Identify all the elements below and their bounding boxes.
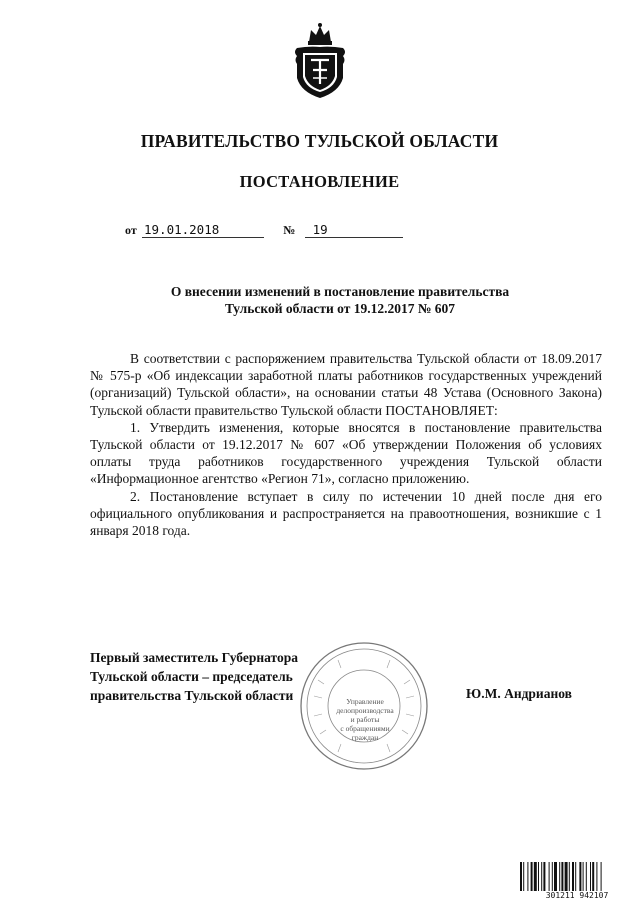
organization-title: ПРАВИТЕЛЬСТВО ТУЛЬСКОЙ ОБЛАСТИ [140,131,499,151]
coat-of-arms-icon [291,22,349,100]
number-label: № [283,223,296,237]
signatory-title-line-1: Первый заместитель Губернатора [90,650,298,665]
item-1-paragraph: 1. Утвердить изменения, которые вносятся в постановление правительства Тульской области от 19.12.2017 № 607 «Об утверждении Положения об условиях оплаты труда работников государственного учреждения Тульской области «Информационное агентство «Регион 71», согласно приложению. [90,419,602,487]
document-subject [120,283,560,317]
date-label: от [125,223,137,237]
signatory-title-line-2: Тульской области – председатель [90,669,293,684]
item-2-paragraph: 2. Постановление вступает в силу по истечении 10 дней после дня его официального опубликования и распространяется на правоотношения, возникшие с 1 января 2018 года. [90,488,602,539]
document-date: 19.01.2018 [142,223,264,238]
stamp-line-4: с обращениями [340,724,390,733]
subject-line-2: Тульской области от 19.12.2017 № 607 [224,301,456,316]
stamp-line-1: Управление [346,697,384,706]
signatory-title [90,648,350,705]
document-number: 19 [305,223,403,238]
document-body [90,350,602,539]
stamp-line-2: делопроизводства [336,706,394,715]
date-number-line [125,222,403,238]
subject-line-1: О внесении изменений в постановление правительства [170,284,510,299]
barcode-digits: 301211 942107 [519,891,635,901]
preamble-paragraph: В соответствии с распоряжением правительства Тульской области от 18.09.2017 № 575-р «Об индексации заработной платы работников государственных учреждений (организаций) Тульской области», на основании статьи 48 Устава (Основного Закона) Тульской области правительство Тульской области ПОСТАНОВЛЯЕТ: [90,351,602,418]
stamp-line-3: и работы [350,715,380,724]
signatory-title-line-3: правительства Тульской области [90,688,294,703]
stamp-line-5: граждан [351,733,379,742]
signatory-name: Ю.М. Андрианов [466,686,572,701]
document-type: ПОСТАНОВЛЕНИЕ [239,172,400,191]
